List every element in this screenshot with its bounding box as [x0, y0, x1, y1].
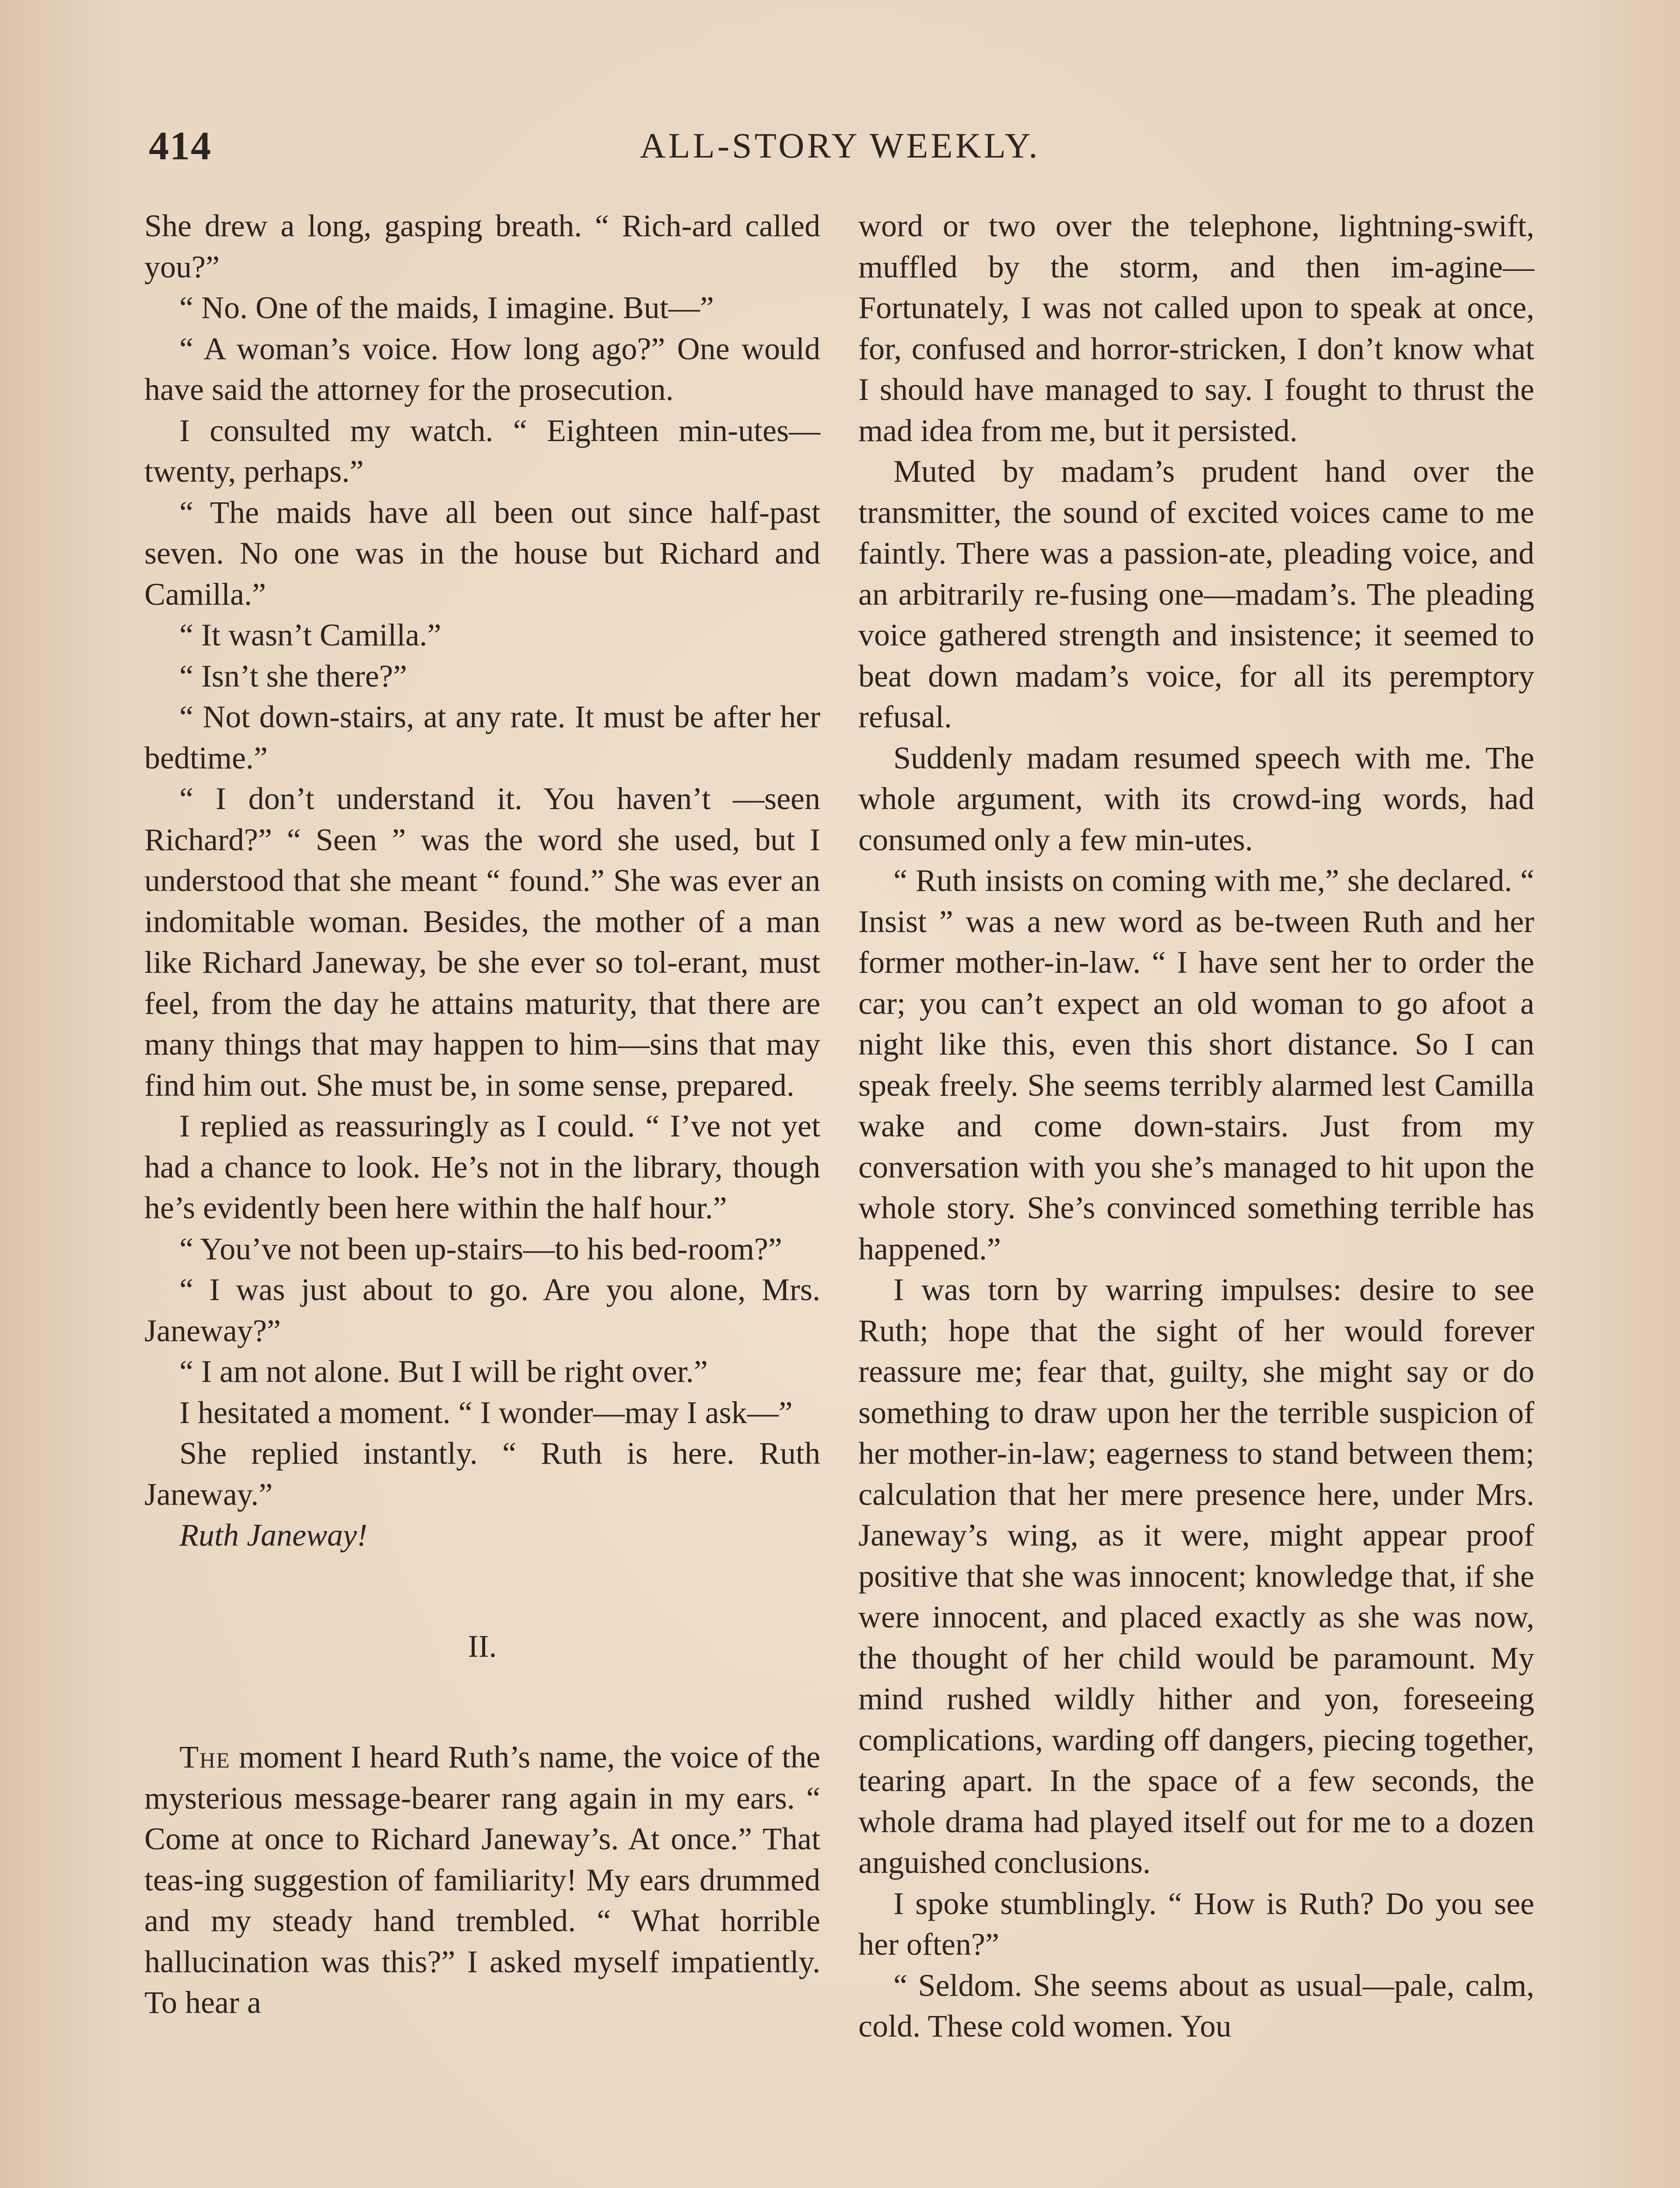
paragraph: word or two over the telephone, lightning-swift, muffled by the storm, and then im-agine— Fortunately, I was not called upon to speak at once, for, confused and horror-stricken, I don’t know what I should have managed to say. I fought to thrust the mad idea from me, but it persisted. — [858, 208, 1534, 448]
section-heading: II. — [468, 1628, 497, 1664]
paragraph-text: moment I heard Ruth’s name, the voice of the mysterious message-bearer rang again in my ears. “ Come at once to Richard Janeway’s. At once.” That teas-ing suggestion of familiarity! My ears drummed and my steady hand trembled. “ What horrible hallucination was this?” I asked myself impatiently. To hear a — [144, 1739, 820, 2020]
paragraph: I consulted my watch. “ Eighteen min-utes—twenty, perhaps.” — [144, 413, 820, 489]
paragraph: She replied instantly. “ Ruth is here. Ruth Janeway.” — [144, 1436, 820, 1512]
paragraph: I was torn by warring impulses: desire to see Ruth; hope that the sight of her would forever reassure me; fear that, guilty, she might say or do something to draw upon her the terrible suspicion of her mother-in-law; eagerness to stand between them; calculation that her mere presence here, under Mrs. Janeway’s wing, as it were, might appear proof positive that she was innocent; knowledge that, if she were innocent, and placed exactly as she was now, the thought of her child would be paramount. My mind rushed wildly hither and yon, foreseeing complications, warding off dangers, piecing together, tearing apart. In the space of a few seconds, the whole drama had played itself out for me to a dozen anguished conclusions. — [858, 1272, 1534, 1880]
paragraph: She drew a long, gasping breath. “ Rich-ard called you?” — [144, 208, 820, 284]
paragraph: “ It wasn’t Camilla.” — [179, 617, 441, 652]
left-column — [144, 206, 820, 2023]
paragraph: “ I was just about to go. Are you alone, Mrs. Janeway?” — [144, 1272, 820, 1348]
paragraph: I hesitated a moment. “ I wonder—may I ask—” — [179, 1395, 793, 1430]
running-head — [149, 117, 1531, 174]
paragraph: “ I am not alone. But I will be right over.” — [179, 1354, 708, 1389]
paragraph: “ Isn’t she there?” — [179, 658, 407, 694]
paragraph: Muted by madam’s prudent hand over the transmitter, the sound of excited voices came to me faintly. There was a passion-ate, pleading voice, and an arbitrarily re-fusing one—madam’s. The pleading voice gathered strength and insistence; it seemed to beat down madam’s voice, for all its peremptory refusal. — [858, 454, 1534, 734]
paragraph: I spoke stumblingly. “ How is Ruth? Do you see her often?” — [858, 1886, 1534, 1962]
paragraph: I replied as reassuringly as I could. “ I’ve not yet had a chance to look. He’s not in the library, though he’s evidently been here within the half hour.” — [144, 1108, 820, 1225]
paragraph: Suddenly madam resumed speech with me. The whole argument, with its crowd-ing words, had consumed only a few min-utes. — [858, 740, 1534, 857]
italic-exclamation: Ruth Janeway! — [179, 1518, 368, 1553]
right-column — [858, 206, 1534, 2047]
paragraph: “ Not down-stairs, at any rate. It must be after her bedtime.” — [144, 699, 820, 775]
section-opening-paragraph — [144, 1737, 820, 2023]
paragraph: “ A woman’s voice. How long ago?” One would have said the attorney for the prosecution. — [144, 331, 820, 407]
paragraph: “ The maids have all been out since half-past seven. No one was in the house but Richard and Camilla.” — [144, 494, 820, 612]
paragraph: “ No. One of the maids, I imagine. But—” — [179, 290, 714, 325]
paragraph: “ Ruth insists on coming with me,” she declared. “ Insist ” was a new word as be-tween Ruth and her former mother-in-law. “ I have sent her to order the car; you can’t expect an old woman to go afoot a night like this, even this short distance. So I can speak freely. She seems terribly alarmed lest Camilla wake and come down-stairs. Just from my conversation with you she’s managed to hit upon the whole story. She’s convinced something terrible has happened.” — [858, 863, 1534, 1266]
small-caps-opening: The — [179, 1739, 231, 1774]
paragraph: “ I don’t understand it. You haven’t —seen Richard?” “ Seen ” was the word she used, but I understood that she meant “ found.” She was ever an indomitable woman. Besides, the mother of a man like Richard Janeway, be she ever so tol-erant, must feel, from the day he attains maturity, that there are many things that may happen to him—sins that may find him out. She must be, in some sense, prepared. — [144, 781, 820, 1103]
paragraph: “ You’ve not been up-stairs—to his bed-room?” — [179, 1231, 782, 1266]
paragraph: “ Seldom. She seems about as usual—pale, calm, cold. These cold women. You — [858, 1967, 1534, 2044]
journal-title: ALL-STORY WEEKLY. — [640, 126, 1040, 165]
page-number: 414 — [149, 123, 212, 168]
